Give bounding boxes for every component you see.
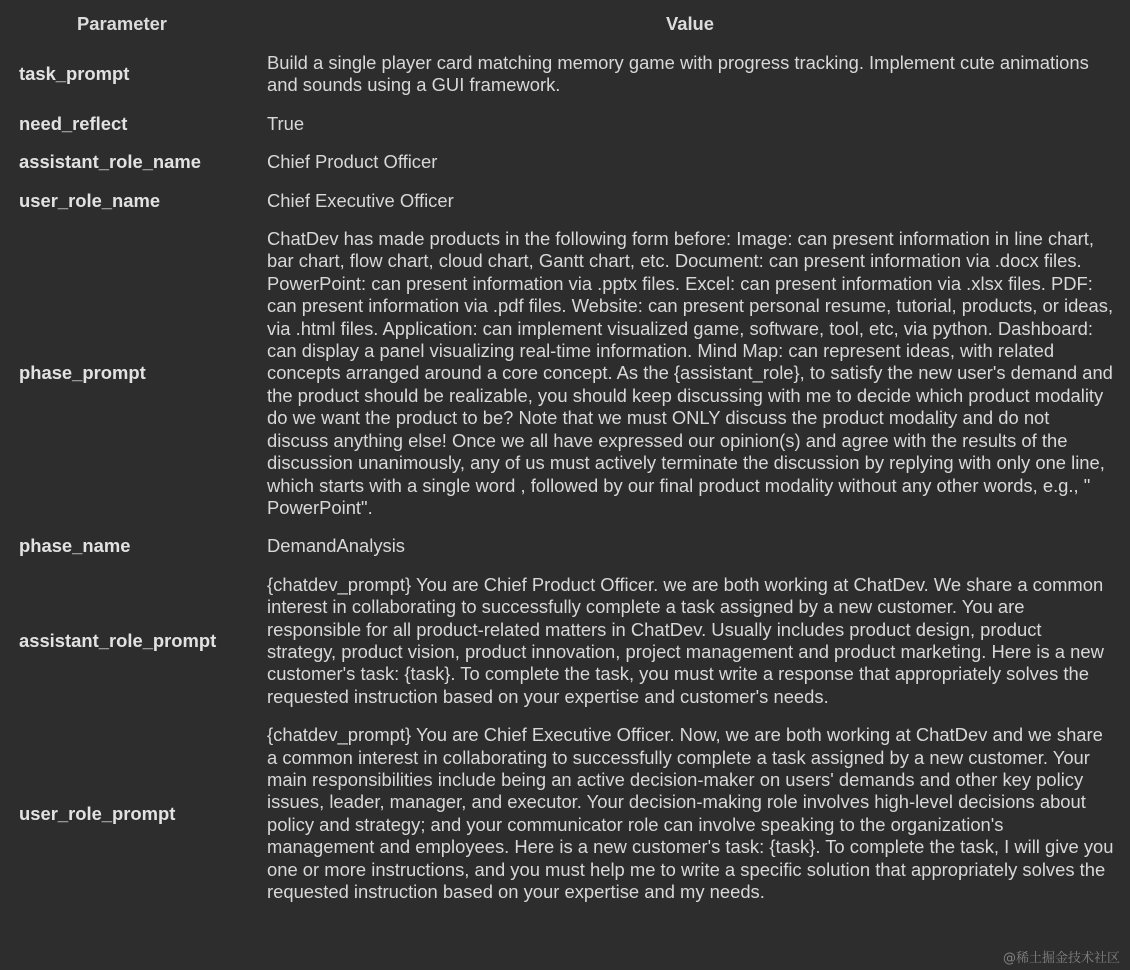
parameter-name: need_reflect: [19, 112, 128, 134]
parameter-name: user_role_name: [19, 189, 161, 211]
parameter-name: task_prompt: [19, 63, 130, 85]
watermark: @稀土掘金技术社区: [1002, 951, 1120, 966]
table-row: [0, 182, 1130, 220]
table-row: [0, 105, 1130, 143]
parameter-value: Chief Executive Officer: [267, 189, 454, 211]
table-body: [0, 44, 1130, 911]
table-row: [0, 716, 1130, 911]
parameter-name: phase_name: [19, 535, 131, 557]
parameter-name: assistant_role_prompt: [19, 629, 217, 651]
table-row: [0, 44, 1130, 105]
table-header: [0, 0, 1130, 44]
parameter-name: assistant_role_name: [19, 151, 201, 173]
parameter-value: {chatdev_prompt} You are Chief Product Officer. we are both working at ChatDev. We share a common interest in collaborating to successfully complete a task assigned by a new customer. You are responsible for all product-related matters in ChatDev. Usually includes product design, product strategy, product vision, product innovation, project management and product marketing. Here is a new customer's task: {task}. To complete the task, you must write a response that appropriately solves the requested instruction based on your expertise and customer's needs.: [267, 573, 1104, 707]
value-column-header: Value: [665, 12, 715, 34]
parameter-value: Chief Product Officer: [267, 151, 438, 173]
parameter-value: True: [267, 112, 305, 134]
parameter-column-header: Parameter: [77, 12, 167, 34]
table-row: [0, 566, 1130, 716]
header-row: [0, 0, 1130, 44]
parameter-value: {chatdev_prompt} You are Chief Executive Officer. Now, we are both working at ChatDev and we share a common interest in collaborating to successfully complete a task assigned by a new customer. Your main responsibilities include being an active decision-maker on users' demands and other key policy issues, leader, manager, and executor. Your decision-making role involves high-level decisions about policy and strategy; and your communicator role can involve speaking to the organization's management and employees. Here is a new customer's task: {task}. To complete the task, I will give you one or more instructions, and you must help me to write a specific solution that appropriately solves the requested instruction based on your expertise and my needs.: [267, 724, 1114, 902]
table-row: [0, 220, 1130, 527]
parameter-value: Build a single player card matching memory game with progress tracking. Implement cute animations and sounds using a GUI framework.: [267, 52, 1089, 96]
table-row: [0, 143, 1130, 181]
parameter-value: ChatDev has made products in the following form before: Image: can present information in line chart, bar chart, flow chart, cloud chart, Gantt chart, etc. Document: can present information via .docx files. PowerPoint: can present information via .pptx files. Excel: can present information via .xlsx files. PDF: can present information via .pdf files. Website: can present personal resume, tutorial, products, or ideas, via .html files. Application: can implement visualized game, software, tool, etc, via python. Dashboard: can display a panel visualizing real-time information. Mind Map: can represent ideas, with related concepts arranged around a core concept. As the {assistant_role}, to satisfy the new user's demand and the product should be realizable, you should keep discussing with me to decide which product modality do we want the product to be? Note that we must ONLY discuss the product modality and do not discuss anything else! Once we all have expressed our opinion(s) and agree with the results of the discussion unanimously, any of us must actively terminate the discussion by replying with only one line, which starts with a single word , followed by our final product modality without any other words, e.g., " PowerPoint".: [267, 228, 1114, 518]
parameter-name: user_role_prompt: [19, 802, 176, 824]
parameter-name: phase_prompt: [19, 362, 146, 384]
parameter-value: DemandAnalysis: [267, 535, 405, 557]
table-row: [0, 527, 1130, 565]
